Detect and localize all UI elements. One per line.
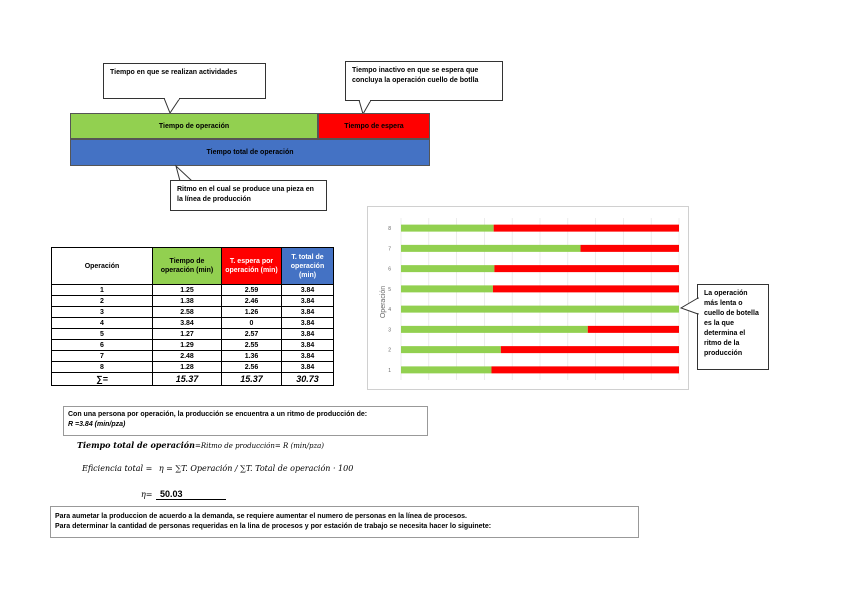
operation-time-label: Tiempo de operación	[158, 122, 230, 130]
table-cell: 3.84	[282, 351, 334, 362]
table-cell: 1.38	[153, 296, 222, 307]
staffing-line1: Para aumetar la produccion de acuerdo a la demanda, se requiere aumentar el numero de personas en la línea de procesos.	[55, 513, 467, 520]
table-cell: 1.27	[153, 329, 222, 340]
staffing-note	[50, 506, 639, 538]
callout-rhythm	[170, 180, 327, 211]
header-total-time: T. total de operación (min)	[282, 248, 334, 285]
chart-tick-label: 3	[388, 327, 391, 334]
table-cell: 1.26	[222, 307, 282, 318]
operation-time-bar	[70, 113, 318, 139]
table-cell: 2.57	[222, 329, 282, 340]
table-cell: 2.46	[222, 296, 282, 307]
table-row	[52, 318, 334, 329]
table-cell: 2	[52, 296, 153, 307]
chart-tick-label: 5	[388, 286, 391, 293]
table-totals-row	[52, 373, 334, 386]
production-rate-note	[63, 406, 428, 436]
table-cell: 2.55	[222, 340, 282, 351]
table-total-cell: 15.37	[153, 373, 222, 386]
chart-bar-wait-2	[501, 346, 679, 353]
table-cell: 0	[222, 318, 282, 329]
chart-bar-wait-6	[494, 265, 679, 272]
total-time-formula-eq: =Ritmo de producción= R (min/pza)	[194, 442, 325, 450]
table-row	[52, 362, 334, 373]
table-cell: 3.84	[282, 340, 334, 351]
callout-idle-time	[345, 61, 503, 101]
total-time-bar	[70, 139, 430, 166]
total-time-label: Tiempo total de operación	[206, 149, 294, 156]
table-cell: 3.84	[282, 329, 334, 340]
chart-tick-label: 6	[388, 266, 391, 273]
chart-tick-label: 2	[388, 347, 391, 354]
eta-result	[141, 490, 153, 499]
table-row	[52, 329, 334, 340]
table-row	[52, 296, 334, 307]
production-rate-line1: Con una persona por operación, la producción se encuentra a un ritmo de producción de:	[68, 411, 368, 418]
chart-bar-operation-1	[401, 366, 491, 373]
efficiency-formula-eq: η = ∑T. Operación / ∑T. Total de operación · 100	[158, 464, 354, 473]
table-cell: 1	[52, 285, 153, 296]
wait-time-bar	[318, 113, 430, 139]
chart-y-axis-label: Operación	[380, 285, 387, 319]
chart-bar-wait-5	[493, 285, 679, 292]
table-row	[52, 340, 334, 351]
chart-bar-wait-7	[581, 245, 679, 252]
chart-tick-label: 1	[388, 367, 391, 374]
table-cell: 2.59	[222, 285, 282, 296]
eta-value-text: 50.03	[160, 489, 183, 499]
header-operation: Operación	[52, 248, 153, 285]
chart-tick-label: 4	[388, 307, 391, 314]
callout-idle-text: Tiempo inactivo en que se espera que concluya la operación cuello de botlla	[352, 67, 479, 84]
header-operation-time: Tiempo de operación (min)	[153, 248, 222, 285]
chart-bar-wait-3	[588, 326, 679, 333]
table-cell: 2.58	[153, 307, 222, 318]
callout-rhythm-text: Ritmo en el cual se produce una pieza en la línea de producción	[177, 186, 314, 203]
table-row	[52, 351, 334, 362]
table-cell: 5	[52, 329, 153, 340]
wait-time-label: Tiempo de espera	[344, 122, 404, 130]
callout-bottleneck	[697, 284, 769, 370]
total-time-formula	[77, 440, 324, 450]
table-total-cell: 15.37	[222, 373, 282, 386]
eta-value	[156, 489, 226, 500]
table-cell: 3.84	[282, 307, 334, 318]
table-cell: 3.84	[282, 362, 334, 373]
bottleneck-chart	[367, 206, 689, 390]
table-cell: 7	[52, 351, 153, 362]
chart-frame	[368, 207, 689, 390]
table-cell: 1.29	[153, 340, 222, 351]
table-cell: 1.36	[222, 351, 282, 362]
header-wait-time: T. espera por operación (min)	[222, 248, 282, 285]
table-cell: 1.25	[153, 285, 222, 296]
table-cell: 3.84	[282, 285, 334, 296]
total-time-formula-label: Tiempo total de operación	[77, 440, 195, 450]
table-cell: 3.84	[153, 318, 222, 329]
chart-tick-label: 7	[388, 246, 391, 253]
table-row	[52, 307, 334, 318]
table-total-cell: 30.73	[282, 373, 334, 386]
chart-tick-label: 8	[388, 226, 391, 233]
table-header-row	[52, 248, 334, 285]
chart-bar-operation-5	[401, 285, 493, 292]
table-cell: 2.56	[222, 362, 282, 373]
eta-label: η=	[141, 490, 153, 499]
chart-bar-wait-1	[491, 366, 679, 373]
table-total-cell: ∑=	[52, 373, 153, 386]
staffing-line2: Para determinar la cantidad de personas requeridas en la lina de procesos y por estación de trabajo se necesita hacer lo siguinete:	[55, 523, 492, 530]
table-row	[52, 285, 334, 296]
table-cell: 3	[52, 307, 153, 318]
chart-bar-operation-3	[401, 326, 588, 333]
callout-bottleneck-pointer	[680, 296, 700, 318]
chart-bar-operation-2	[401, 346, 501, 353]
operations-table	[51, 247, 334, 386]
callout-active-time	[103, 63, 266, 99]
table-cell: 3.84	[282, 318, 334, 329]
chart-bar-operation-8	[401, 225, 494, 232]
production-rate-line2: R =3.84 (min/pza)	[68, 421, 126, 428]
table-cell: 2.48	[153, 351, 222, 362]
chart-bar-wait-8	[494, 225, 679, 232]
chart-bar-operation-6	[401, 265, 494, 272]
table-cell: 6	[52, 340, 153, 351]
callout-bottleneck-text: La operación más lenta o cuello de botella es la que determina el ritmo de la producción	[704, 290, 759, 357]
callout-active-text: Tiempo en que se realizan actividades	[110, 69, 238, 76]
table-cell: 4	[52, 318, 153, 329]
table-cell: 3.84	[282, 296, 334, 307]
chart-bar-operation-4	[401, 306, 679, 313]
chart-bar-operation-7	[401, 245, 581, 252]
callout-active-pointer	[150, 98, 190, 114]
table-cell: 8	[52, 362, 153, 373]
efficiency-formula	[82, 464, 353, 473]
efficiency-formula-label: Eficiencia total =	[82, 464, 153, 473]
table-cell: 1.28	[153, 362, 222, 373]
